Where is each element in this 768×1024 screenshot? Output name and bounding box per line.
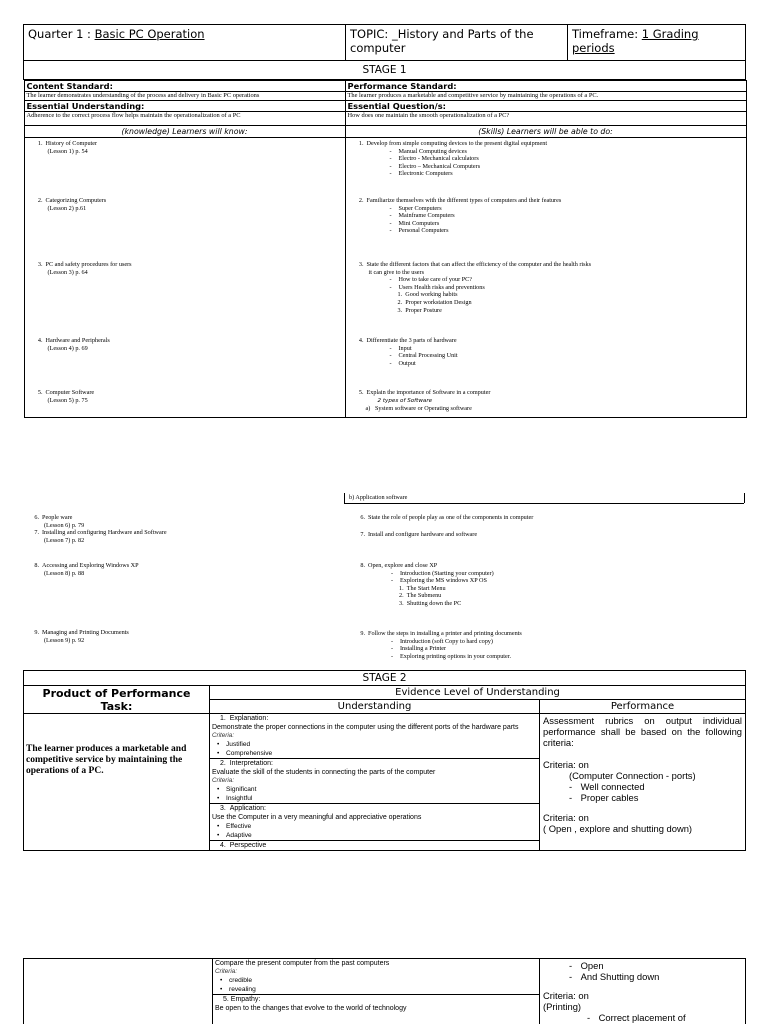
topic-value: _History and Parts of the computer xyxy=(350,27,534,55)
understanding-cell xyxy=(210,714,540,851)
skill-item: 1. Develop from simple computing devices to the present digital equipment - Manual Computing devices - Electro - Mechanical calculators - Electro – Mechanical Computers - Electronic Computers xyxy=(358,140,548,178)
know-item: 8. Accessing and Exploring Windows XP (Lesson 8) p. 88 xyxy=(34,562,139,577)
essential-question-text: How does one maintain the smooth operationalization of a PC? xyxy=(345,112,746,126)
performance-item: - And Shutting down xyxy=(569,971,660,982)
product-cell xyxy=(24,714,210,851)
skill-item: 3. State the different factors that can affect the efficiency of the computer and the health risks it can give to the users - How to take care of your PC? - Users Health risks and preventions 1. Good working habits 2. Proper workstation Design 3. Proper Posture xyxy=(358,261,592,314)
know-item: 3. PC and safety procedures for users (Lesson 3) p. 64 xyxy=(37,261,132,276)
page1-table xyxy=(23,24,746,418)
timeframe-value: 1 Grading periods xyxy=(572,27,699,55)
know-item: 7. Installing and configuring Hardware and Software (Lesson 7) p. 82 xyxy=(34,529,167,544)
performance-item: - Correct placement of xyxy=(587,1012,686,1023)
timeframe-cell xyxy=(568,25,746,61)
page2-divider xyxy=(344,493,345,503)
skill-item: 5. Explain the importance of Software in a computer 2 types of Software a) System software or Operating software xyxy=(358,389,491,413)
content-standard-label: Content Standard: xyxy=(24,81,345,92)
performance-cell xyxy=(540,714,746,851)
quarter-cell xyxy=(24,25,346,61)
page2-list xyxy=(23,493,745,671)
content-standard-text: The learner demonstrates understanding of the process and delivery in Basic PC operations xyxy=(24,92,345,101)
page2-divider xyxy=(344,503,744,504)
topic-prefix: TOPIC: xyxy=(350,27,392,41)
page3-performance-cell xyxy=(540,959,746,1024)
know-item: 4. Hardware and Peripherals (Lesson 4) p. 69 xyxy=(37,337,110,352)
performance-criteria-1: Criteria: on xyxy=(543,759,589,770)
understanding-item: Compare the present computer from the past computers Criteria: • credible • revealing xyxy=(213,959,539,995)
understanding-item: 4. Perspective xyxy=(220,842,267,849)
page3-product-cell xyxy=(24,959,213,1024)
knowledge-column xyxy=(24,138,345,418)
know-item: 2. Categorizing Computers (Lesson 2) p.61 xyxy=(37,197,107,212)
performance-item: - Proper cables xyxy=(569,792,639,803)
performance-intro: Assessment rubrics on output individual performance shall be based on the following criteria: xyxy=(543,715,743,748)
evidence-label: Evidence Level of Understanding xyxy=(210,686,746,700)
page3-understanding-cell xyxy=(213,959,540,1024)
knowledge-head: (knowledge) Learners will know: xyxy=(24,126,345,138)
know-item: 9. Managing and Printing Documents (Lesson 9) p. 92 xyxy=(34,629,129,644)
understanding-item: 1. Explanation: Demonstrate the proper connections in the computer using the different ports of the hardware parts Criteria: • Justified • Comprehensive xyxy=(210,714,539,759)
essential-understanding-text: Adherence to the correct process flow helps maintain the operationalization of a PC xyxy=(24,112,345,126)
stage2-heading: STAGE 2 xyxy=(24,671,746,686)
know-item: 6. People ware (Lesson 6) p. 79 xyxy=(34,514,85,529)
skill-item: 9. Follow the steps in installing a printer and printing documents - Introduction (soft Copy to hard copy) - Installing a Printer - Exploring printing options in your computer. xyxy=(360,630,522,660)
performance-standard-text: The learner produces a marketable and competitive service by maintaining the operations of a PC. xyxy=(345,92,746,101)
product-label: Product of Performance Task: xyxy=(24,686,210,714)
performance-criteria-3: Criteria: on xyxy=(543,990,589,1001)
understanding-label: Understanding xyxy=(210,700,540,714)
performance-criteria-3-detail: (Printing) xyxy=(543,1001,582,1012)
essential-question-label: Essential Question/s: xyxy=(345,101,746,112)
topic-cell xyxy=(346,25,568,61)
skill-item: 2. Familiarize themselves with the different types of computers and their features - Super Computers - Mainframe Computers - Mini Computers - Personal Computers xyxy=(358,197,562,235)
timeframe-prefix: Timeframe: xyxy=(572,27,642,41)
stage1-heading: STAGE 1 xyxy=(24,61,746,80)
quarter-value: Basic PC Operation xyxy=(94,27,205,41)
essential-understanding-label: Essential Understanding: xyxy=(24,101,345,112)
performance-criteria-2: Criteria: on xyxy=(543,812,589,823)
know-item: 1. History of Computer (Lesson 1) p. 54 xyxy=(37,140,98,155)
performance-standard-label: Performance Standard: xyxy=(345,81,746,92)
stage2-table xyxy=(23,670,746,851)
performance-criteria-2-detail: ( Open , explore and shutting down) xyxy=(543,823,693,834)
skills-column xyxy=(345,138,746,418)
skill-item: 4. Differentiate the 3 parts of hardware - Input - Central Processing Unit - Output xyxy=(358,337,458,367)
performance-item: - Well connected xyxy=(569,781,645,792)
skill-item: 7. Install and configure hardware and software xyxy=(360,531,478,538)
skill-item: 8. Open, explore and close XP - Introduction (Starting your computer) - Exploring the MS windows XP OS 1. The Start Menu 2. The Submenu 3. Shutting down the PC xyxy=(360,562,494,607)
application-software: b) Application software xyxy=(349,494,408,501)
understanding-item: 5. Empathy: Be open to the changes that evolve to the world of technology xyxy=(215,996,407,1012)
performance-criteria-1-detail: (Computer Connection - ports) xyxy=(569,770,696,781)
understanding-item: 2. Interpretation: Evaluate the skill of the students in connecting the parts of the computer Criteria: • Significant • Insightful xyxy=(210,759,539,804)
product-text: The learner produces a marketable and competitive service by maintaining the operations of a PC. xyxy=(26,744,187,776)
skills-head: (Skills) Learners will be able to do: xyxy=(345,126,746,138)
understanding-item: 3. Application: Use the Computer in a very meaningful and appreciative operations • Effective • Adaptive xyxy=(210,804,539,841)
quarter-prefix: Quarter 1 : xyxy=(28,27,95,41)
performance-label: Performance xyxy=(540,700,746,714)
page3-table xyxy=(23,958,746,1024)
know-item: 5. Computer Software (Lesson 5) p. 75 xyxy=(37,389,95,404)
page2-divider xyxy=(744,493,745,503)
skill-item: 6. State the role of people play as one of the components in computer xyxy=(360,514,534,521)
performance-item: - Open xyxy=(569,960,604,971)
